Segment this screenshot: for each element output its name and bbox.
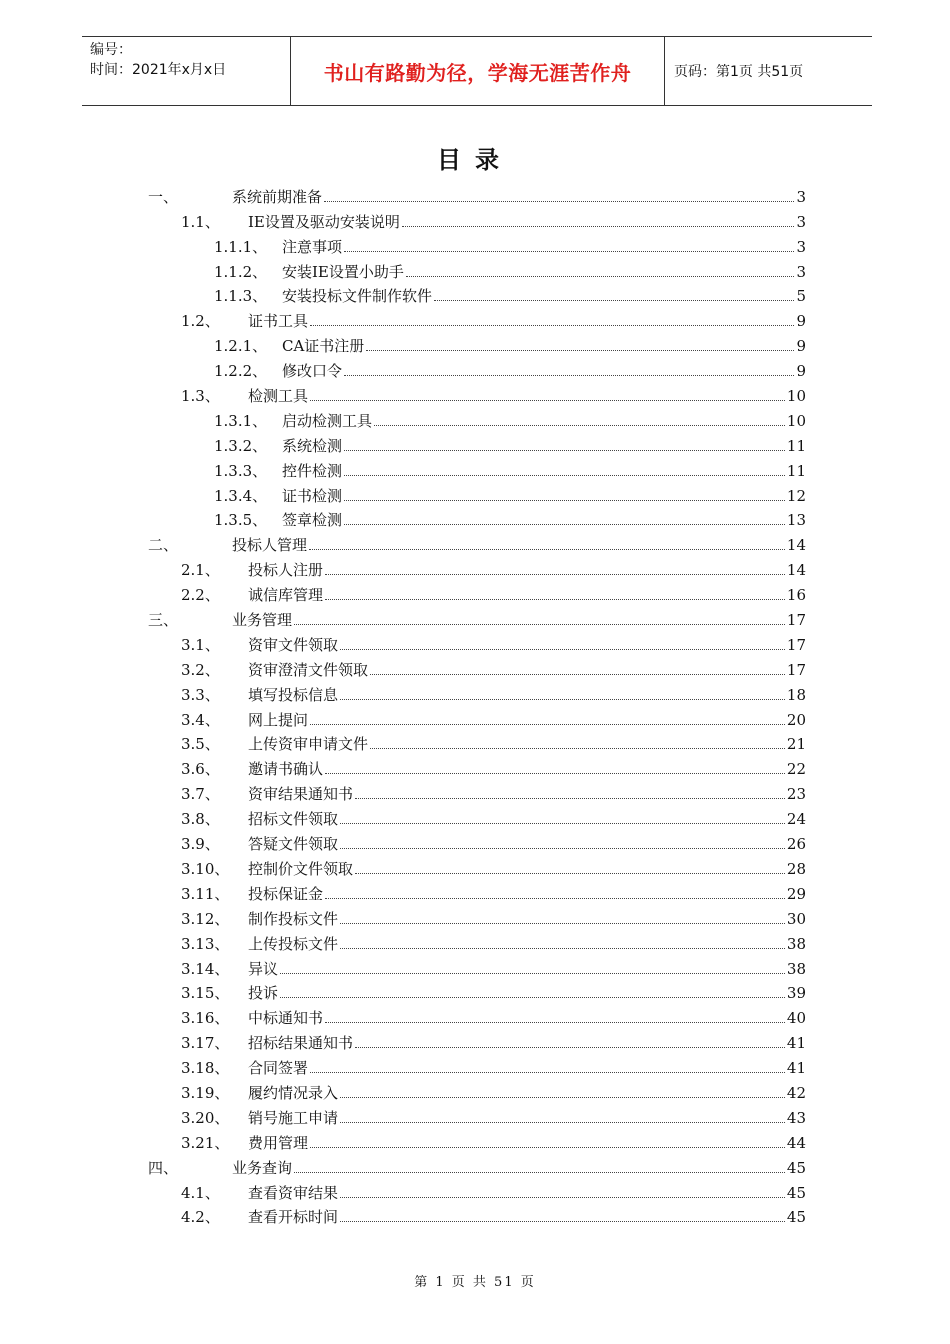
toc-entry-label: 签章检测: [282, 511, 343, 530]
toc-entry-label: 证书工具: [248, 312, 309, 331]
toc-entry-body: [282, 362, 806, 380]
toc-dot-leader: [434, 299, 794, 301]
toc-entry[interactable]: [0, 1202, 950, 1227]
toc-entry[interactable]: [0, 256, 950, 281]
toc-entry-body: [232, 1159, 806, 1177]
toc-entry-page: 12: [786, 486, 806, 505]
toc-dot-leader: [340, 698, 785, 700]
toc-entry-body: [232, 188, 806, 206]
toc-entry-number: 1.3.5、: [214, 511, 268, 530]
toc-entry-number: 3.2、: [181, 660, 220, 679]
toc-entry[interactable]: [0, 604, 950, 629]
toc-entry-number: 3.15、: [181, 984, 230, 1003]
toc-entry-label: 上传投标文件: [248, 934, 339, 953]
toc-entry-page: 14: [786, 536, 806, 555]
toc-entry-label: 网上提问: [248, 710, 309, 729]
toc-entry-label: 投标人注册: [248, 561, 324, 580]
toc-entry-number: 1.3.3、: [214, 461, 268, 480]
toc-entry-body: [248, 1059, 806, 1077]
toc-entry[interactable]: [0, 355, 950, 380]
toc-entry-number: 3.3、: [181, 685, 220, 704]
toc-dot-leader: [344, 374, 794, 376]
toc-entry-number: 二、: [148, 536, 179, 555]
toc-dot-leader: [310, 1146, 785, 1148]
toc-entry-page: 45: [786, 1208, 806, 1227]
toc-entry-number: 2.1、: [181, 561, 220, 580]
toc-entry-number: 3.14、: [181, 959, 230, 978]
toc-entry-body: [248, 711, 806, 729]
toc-entry-label: 业务查询: [232, 1158, 293, 1177]
toc-entry-body: [282, 263, 806, 281]
toc-entry-page: 44: [786, 1133, 806, 1152]
toc-dot-leader: [344, 523, 785, 525]
toc-title: 目录: [437, 146, 513, 174]
toc-entry-page: 3: [796, 212, 806, 231]
toc-entry[interactable]: [0, 629, 950, 654]
toc-entry-label: 查看开标时间: [248, 1208, 339, 1227]
toc-entry[interactable]: [0, 704, 950, 729]
toc-entry-page: 10: [786, 387, 806, 406]
page-header: [82, 36, 872, 106]
toc-entry[interactable]: [0, 231, 950, 256]
toc-entry-body: [282, 412, 806, 430]
toc-entry-page: 26: [786, 835, 806, 854]
toc-dot-leader: [310, 399, 785, 401]
toc-dot-leader: [325, 573, 785, 575]
toc-entry[interactable]: [0, 978, 950, 1003]
toc-entry[interactable]: [0, 455, 950, 480]
toc-entry-label: CA证书注册: [282, 337, 365, 356]
toc-entry-body: [248, 686, 806, 704]
toc-entry[interactable]: [0, 430, 950, 455]
toc-entry[interactable]: [0, 181, 950, 206]
toc-dot-leader: [355, 1046, 785, 1048]
toc-entry-body: [282, 337, 806, 355]
toc-entry-body: [248, 636, 806, 654]
toc-entry-body: [248, 661, 806, 679]
toc-entry-label: 安装投标文件制作软件: [282, 287, 433, 306]
toc-dot-leader: [309, 548, 785, 550]
toc-dot-leader: [406, 275, 795, 277]
toc-entry-page: 10: [786, 411, 806, 430]
toc-entry-page: 41: [786, 1034, 806, 1053]
toc-entry-number: 1.3.2、: [214, 436, 268, 455]
toc-entry[interactable]: [0, 480, 950, 505]
toc-dot-leader: [325, 598, 785, 600]
toc-entry[interactable]: [0, 405, 950, 430]
toc-entry-number: 1.1.2、: [214, 262, 268, 281]
toc-entry-number: 3.11、: [181, 884, 230, 903]
toc-entry-page: 17: [786, 635, 806, 654]
table-of-contents: [0, 181, 950, 1226]
toc-entry-number: 1.3、: [181, 387, 220, 406]
toc-entry[interactable]: [0, 1177, 950, 1202]
toc-entry-label: 销号施工申请: [248, 1108, 339, 1127]
toc-entry-label: 费用管理: [248, 1133, 309, 1152]
toc-entry-body: [232, 536, 806, 554]
toc-entry-number: 3.8、: [181, 810, 220, 829]
toc-entry[interactable]: [0, 305, 950, 330]
toc-dot-leader: [324, 200, 794, 202]
toc-entry-body: [282, 511, 806, 529]
toc-entry[interactable]: [0, 878, 950, 903]
toc-entry-body: [248, 984, 806, 1002]
toc-entry-page: 9: [796, 362, 806, 381]
toc-entry-label: 注意事项: [282, 237, 343, 256]
toc-entry[interactable]: [0, 281, 950, 306]
toc-dot-leader: [370, 747, 785, 749]
toc-dot-leader: [310, 1071, 785, 1073]
toc-dot-leader: [344, 250, 794, 252]
toc-entry-body: [248, 960, 806, 978]
toc-entry-number: 3.12、: [181, 909, 230, 928]
toc-entry-number: 四、: [148, 1158, 179, 1177]
toc-entry-label: 制作投标文件: [248, 909, 339, 928]
toc-dot-leader: [340, 922, 785, 924]
toc-entry-body: [248, 1034, 806, 1052]
toc-entry-number: 3.16、: [181, 1009, 230, 1028]
toc-entry-body: [232, 611, 806, 629]
toc-entry-number: 3.1、: [181, 635, 220, 654]
toc-entry[interactable]: [0, 380, 950, 405]
toc-entry-page: 20: [786, 710, 806, 729]
toc-entry-number: 3.21、: [181, 1133, 230, 1152]
toc-entry-body: [282, 462, 806, 480]
toc-entry-body: [248, 860, 806, 878]
toc-entry[interactable]: [0, 1127, 950, 1152]
toc-entry-body: [248, 885, 806, 903]
toc-entry-label: 诚信库管理: [248, 586, 324, 605]
toc-entry[interactable]: [0, 679, 950, 704]
toc-entry-page: 45: [786, 1158, 806, 1177]
toc-entry-number: 3.17、: [181, 1034, 230, 1053]
toc-entry-label: 查看资审结果: [248, 1183, 339, 1202]
toc-entry-page: 11: [786, 436, 806, 455]
toc-entry-page: 30: [786, 909, 806, 928]
toc-entry-label: 投标保证金: [248, 884, 324, 903]
toc-entry-page: 13: [786, 511, 806, 530]
toc-entry-label: 控件检测: [282, 461, 343, 480]
toc-entry-number: 三、: [148, 611, 179, 630]
toc-entry[interactable]: [0, 1027, 950, 1052]
toc-entry-number: 1.1.1、: [214, 237, 268, 256]
toc-entry-body: [248, 1134, 806, 1152]
toc-entry-label: 投标人管理: [232, 536, 308, 555]
toc-entry-page: 3: [796, 237, 806, 256]
toc-dot-leader: [340, 822, 785, 824]
toc-dot-leader: [344, 474, 785, 476]
toc-entry-label: 招标文件领取: [248, 810, 339, 829]
toc-dot-leader: [325, 1021, 785, 1023]
toc-entry-body: [248, 810, 806, 828]
toc-entry-page: 38: [786, 934, 806, 953]
toc-entry-label: 邀请书确认: [248, 760, 324, 779]
header-meta: [82, 37, 291, 105]
toc-entry[interactable]: [0, 1002, 950, 1027]
toc-dot-leader: [355, 797, 785, 799]
toc-entry-number: 4.1、: [181, 1183, 220, 1202]
toc-entry-body: [248, 835, 806, 853]
toc-entry-page: 24: [786, 810, 806, 829]
toc-entry-label: 资审文件领取: [248, 635, 339, 654]
toc-dot-leader: [340, 648, 785, 650]
toc-dot-leader: [366, 349, 794, 351]
toc-entry-page: 40: [786, 1009, 806, 1028]
toc-dot-leader: [340, 1220, 785, 1222]
document-number-label: 编号：: [90, 42, 132, 58]
toc-entry-label: 上传资审申请文件: [248, 735, 369, 754]
toc-dot-leader: [325, 772, 785, 774]
toc-entry-label: 异议: [248, 959, 279, 978]
toc-entry-label: 投诉: [248, 984, 279, 1003]
toc-entry-number: 4.2、: [181, 1208, 220, 1227]
toc-entry-number: 3.19、: [181, 1083, 230, 1102]
toc-entry[interactable]: [0, 505, 950, 530]
toc-dot-leader: [344, 449, 785, 451]
toc-entry-page: 18: [786, 685, 806, 704]
toc-dot-leader: [310, 723, 785, 725]
toc-entry-number: 3.6、: [181, 760, 220, 779]
toc-dot-leader: [280, 972, 785, 974]
toc-entry[interactable]: [0, 1077, 950, 1102]
toc-entry[interactable]: [0, 554, 950, 579]
toc-entry[interactable]: [0, 579, 950, 604]
toc-entry-body: [282, 487, 806, 505]
toc-entry-number: 1.1.3、: [214, 287, 268, 306]
toc-entry-number: 一、: [148, 187, 179, 206]
toc-entry-number: 3.4、: [181, 710, 220, 729]
toc-entry-label: 控制价文件领取: [248, 859, 354, 878]
toc-entry-label: 履约情况录入: [248, 1083, 339, 1102]
toc-entry[interactable]: [0, 1052, 950, 1077]
toc-dot-leader: [355, 872, 785, 874]
toc-dot-leader: [402, 225, 795, 227]
toc-entry-page: 38: [786, 959, 806, 978]
toc-entry[interactable]: [0, 654, 950, 679]
toc-entry-page: 5: [796, 287, 806, 306]
toc-entry-body: [248, 735, 806, 753]
toc-entry-page: 3: [796, 262, 806, 281]
toc-entry-body: [282, 238, 806, 256]
toc-entry-number: 3.7、: [181, 785, 220, 804]
toc-dot-leader: [340, 1196, 785, 1198]
document-date: 时间：2021年x月x日: [90, 62, 227, 78]
toc-entry-page: 9: [796, 312, 806, 331]
toc-entry-page: 14: [786, 561, 806, 580]
toc-dot-leader: [294, 1171, 785, 1173]
toc-entry-body: [248, 387, 806, 405]
toc-entry-label: 资审澄清文件领取: [248, 660, 369, 679]
toc-entry[interactable]: [0, 903, 950, 928]
toc-entry[interactable]: [0, 778, 950, 803]
header-motto: 书山有路勤为径，学海无涯苦作舟: [291, 37, 665, 105]
toc-entry-body: [248, 561, 806, 579]
toc-dot-leader: [340, 947, 785, 949]
toc-dot-leader: [340, 847, 785, 849]
toc-entry-body: [248, 1184, 806, 1202]
toc-entry-label: 答疑文件领取: [248, 835, 339, 854]
toc-entry-body: [282, 437, 806, 455]
toc-entry-body: [282, 287, 806, 305]
toc-entry-label: 合同签署: [248, 1059, 309, 1078]
toc-entry[interactable]: [0, 330, 950, 355]
toc-dot-leader: [344, 499, 785, 501]
toc-entry-page: 42: [786, 1083, 806, 1102]
toc-entry-label: IE设置及驱动安装说明: [248, 212, 400, 231]
toc-entry[interactable]: [0, 1152, 950, 1177]
toc-entry-label: 安装IE设置小助手: [282, 262, 404, 281]
toc-entry-body: [248, 910, 806, 928]
toc-entry[interactable]: [0, 529, 950, 554]
toc-entry[interactable]: [0, 853, 950, 878]
toc-entry[interactable]: [0, 729, 950, 754]
toc-entry-page: 17: [786, 611, 806, 630]
toc-entry[interactable]: [0, 928, 950, 953]
toc-entry-page: 43: [786, 1108, 806, 1127]
toc-entry-page: 3: [796, 187, 806, 206]
toc-entry-number: 3.13、: [181, 934, 230, 953]
toc-entry-label: 招标结果通知书: [248, 1034, 354, 1053]
toc-entry[interactable]: [0, 1102, 950, 1127]
toc-dot-leader: [370, 673, 785, 675]
toc-entry-body: [248, 1208, 806, 1226]
toc-entry-label: 修改口令: [282, 362, 343, 381]
toc-entry-body: [248, 586, 806, 604]
toc-entry-page: 28: [786, 859, 806, 878]
toc-entry-number: 1.2.2、: [214, 362, 268, 381]
toc-entry[interactable]: [0, 953, 950, 978]
toc-entry-label: 业务管理: [232, 611, 293, 630]
toc-entry-number: 1.2.1、: [214, 337, 268, 356]
toc-entry-number: 1.2、: [181, 312, 220, 331]
toc-entry-body: [248, 1109, 806, 1127]
header-page-info: 页码：第1页 共51页: [674, 64, 804, 80]
toc-entry-body: [248, 1084, 806, 1102]
toc-entry[interactable]: [0, 753, 950, 778]
toc-entry-label: 系统检测: [282, 436, 343, 455]
toc-entry-label: 证书检测: [282, 486, 343, 505]
toc-entry-number: 1.3.4、: [214, 486, 268, 505]
toc-dot-leader: [340, 1096, 785, 1098]
toc-entry-page: 29: [786, 884, 806, 903]
toc-entry-page: 17: [786, 660, 806, 679]
toc-entry-label: 填写投标信息: [248, 685, 339, 704]
toc-entry-number: 3.20、: [181, 1108, 230, 1127]
toc-entry[interactable]: [0, 803, 950, 828]
toc-entry-page: 11: [786, 461, 806, 480]
toc-entry-body: [248, 785, 806, 803]
toc-entry[interactable]: [0, 828, 950, 853]
toc-entry-label: 检测工具: [248, 387, 309, 406]
page-footer: 第 1 页 共 51 页: [414, 1275, 536, 1290]
toc-entry-label: 系统前期准备: [232, 187, 323, 206]
toc-dot-leader: [280, 996, 785, 998]
toc-entry-body: [248, 312, 806, 330]
toc-entry-number: 2.2、: [181, 586, 220, 605]
toc-entry-number: 1.3.1、: [214, 411, 268, 430]
toc-dot-leader: [374, 424, 785, 426]
toc-dot-leader: [310, 324, 794, 326]
toc-dot-leader: [340, 1121, 785, 1123]
toc-entry-page: 39: [786, 984, 806, 1003]
toc-entry-page: 41: [786, 1059, 806, 1078]
toc-entry-number: 3.5、: [181, 735, 220, 754]
toc-entry-number: 1.1、: [181, 212, 220, 231]
toc-entry-number: 3.10、: [181, 859, 230, 878]
toc-entry-page: 45: [786, 1183, 806, 1202]
toc-dot-leader: [294, 623, 785, 625]
toc-entry-page: 16: [786, 586, 806, 605]
toc-entry-body: [248, 760, 806, 778]
toc-entry-page: 21: [786, 735, 806, 754]
toc-entry-label: 中标通知书: [248, 1009, 324, 1028]
toc-entry-label: 启动检测工具: [282, 411, 373, 430]
toc-entry-number: 3.18、: [181, 1059, 230, 1078]
toc-entry-page: 22: [786, 760, 806, 779]
toc-dot-leader: [325, 897, 785, 899]
toc-entry[interactable]: [0, 206, 950, 231]
toc-entry-body: [248, 935, 806, 953]
toc-entry-number: 3.9、: [181, 835, 220, 854]
toc-entry-page: 23: [786, 785, 806, 804]
toc-entry-page: 9: [796, 337, 806, 356]
toc-entry-body: [248, 1009, 806, 1027]
toc-entry-label: 资审结果通知书: [248, 785, 354, 804]
toc-entry-body: [248, 213, 806, 231]
